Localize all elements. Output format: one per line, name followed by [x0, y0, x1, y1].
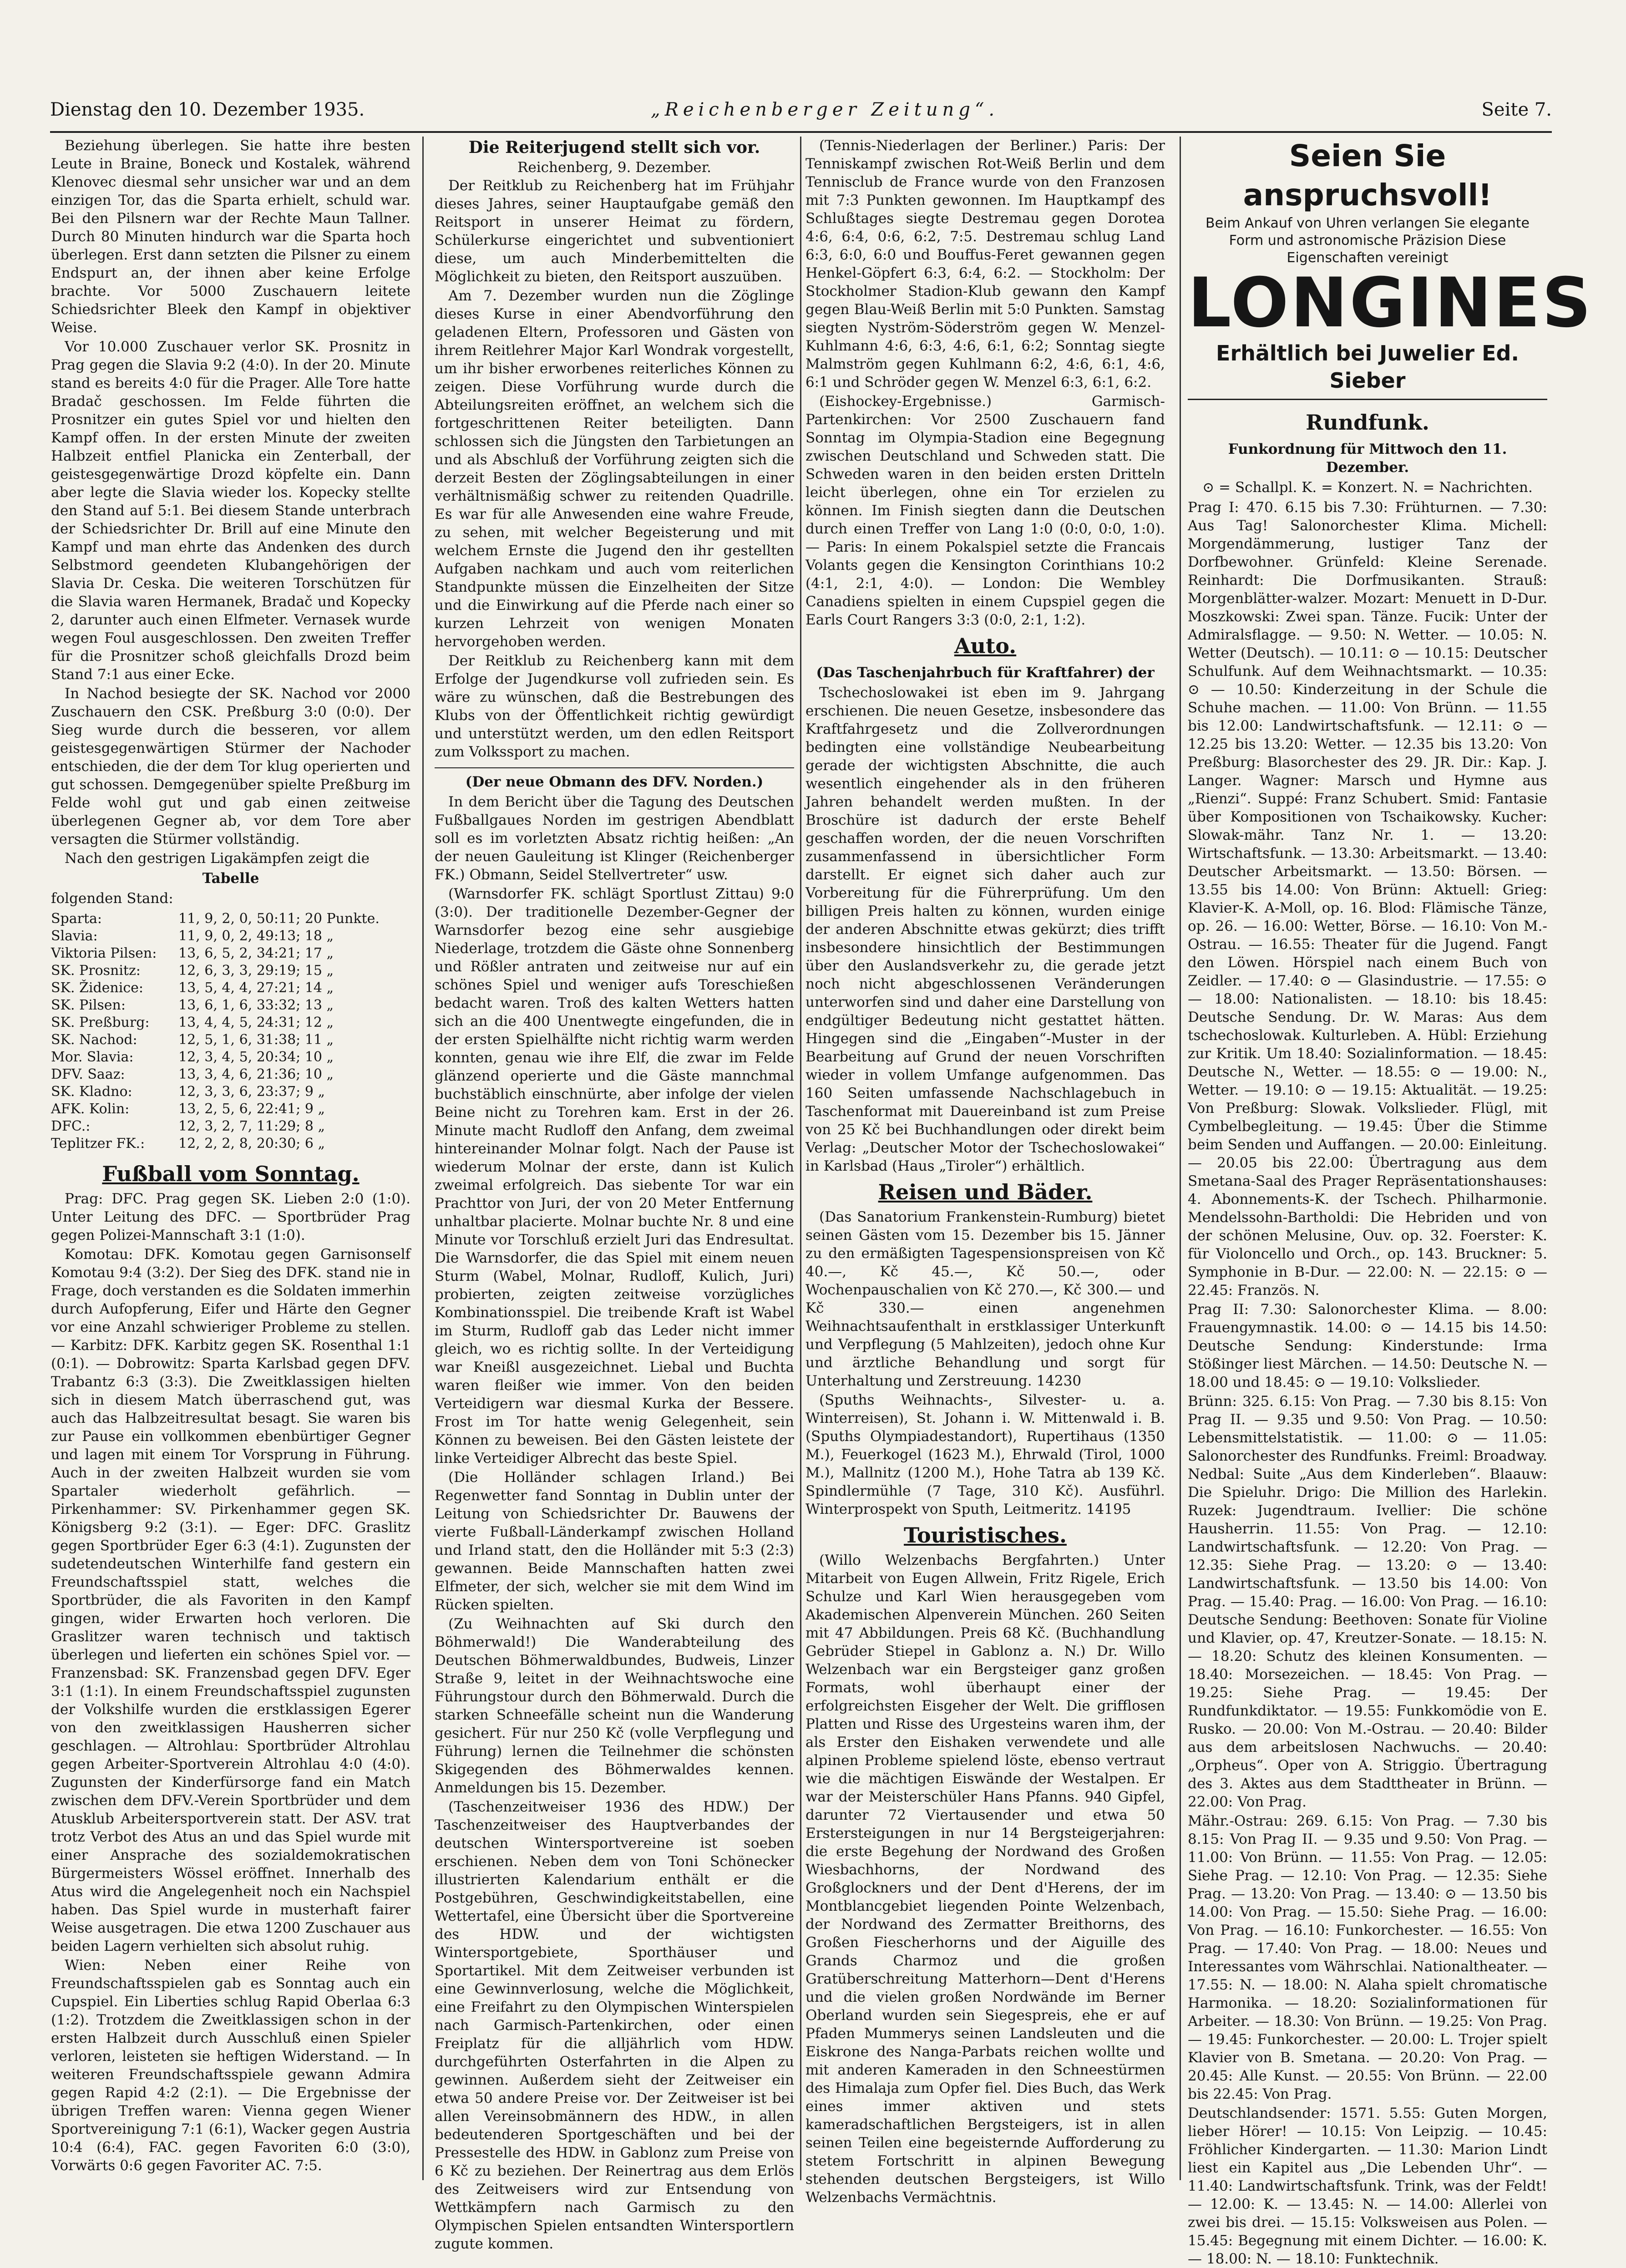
- table-row: SK. Pilsen: 13, 6, 1, 6, 33:32; 13 „: [51, 997, 334, 1013]
- league-table: [51, 910, 410, 1152]
- article-paragraph: (Warnsdorfer FK. schlägt Sportlust Zittau) 9:0 (3:0). Der traditionelle Dezember-Gegner der Warnsdorfer bezog eine sehr ausgiebige Niederlage, trotzdem die Gäste ohne Sonnenberg und Rößler antraten und zeitweise nur auf ein schönes Spiel und weniger aufs Toreschießen bedacht waren. Troß des kalten Wetters hatten sich an die 400 Unentwegte eingefunden, die in der ersten Spielhälfte nicht richtig warm werden konnten, genau wie ihre Elf, die zwar im Felde glänzend operierte und die Gäste mannchmal buchstäblich einschnürte, aber infolge der vielen Beine nicht zu Torehren kam. Erst in der 26. Minute macht Rudloff den Anfang, dem zweimal hintereinander Molnar folgt. Nach der Pause ist wiederum Molnar der erste, dann ist Kulich zweimal erfolgreich. Das siebente Tor war ein Prachttor von Juri, der von 20 Meter Entfernung unhaltbar placierte. Molnar buchte Nr. 8 und eine Minute vor Torschluß erzielt Juri das Endresultat. Die Warnsdorfer, die das Spiel mit einem neuen Sturm (Wabel, Molnar, Rudloff, Kulich, Juri) probierten, zeigten zeitweise vorzügliches Kombinationsspiel. Die treibende Kraft ist Wabel im Sturm, Rudloff gab das Leder nicht immer gleich, wo es richtig sollte. In der Verteidigung war Kneißl ausgezeichnet. Liebal und Buchta waren fleißer wie immer. Von den beiden Verteidigern war diesmal Kurka der Bessere. Frost im Tor hatte wenig Gelegenheit, sein Können zu beweisen. Bei den Gästen leistete der linke Verteidiger Albrecht das beste Spiel.: [435, 886, 794, 1466]
- article-paragraph: Am 7. Dezember wurden nun die Zöglinge dieses Kurse in einer Abendvorführung den geladenen Eltern, Professoren und Gästen von ihrem Reitlehrer Major Karl Wondrak vorgestellt, um ihr bisher erworbenes reiterliches Können zu zeigen. Diese Vorführung wurde durch die Abteilungsreiten eröffnet, an welchem sich die fortgeschrittenen Reiter beteiligten. Dann schlossen sich die Jüngsten den Tarbietungen an und als Abschluß der Vorführung zeigten sich die derzeit Besten der Zöglingsabteilungen in einer verhältnismäßig schwer zu reitenden Quadrille. Es war für alle Anwesenden eine wahre Freude, zu sehen, mit welcher Begeisterung und mit welchem Ernste die Jugend den ihr gestellten Aufgaben nachkam und auch vom reiterlichen Standpunkte müssen die Einzelheiten der Sitze und die Einwirkung auf die Pferde nach einer so kurzen Lehrzeit von wenigen Monaten hervorgehoben werden.: [435, 288, 794, 650]
- article-paragraph: Der Reitklub zu Reichenberg hat im Frühjahr dieses Jahres, seiner Hauptaufgabe gemäß den Reitsport in unserer Heimat zu fördern, Schülerkurse eingerichtet und subventioniert diese, um auch Minderbemittelten die Möglichkeit zu bieten, den Reitsport auszuüben.: [435, 178, 794, 285]
- article-headline: (Der neue Obmann des DFV. Norden.): [435, 767, 794, 791]
- column-3: [805, 137, 1165, 2206]
- table-row: SK. Kladno: 12, 3, 3, 6, 23:37; 9 „: [51, 1084, 325, 1100]
- masthead: [50, 99, 1552, 131]
- column-rule: [800, 137, 801, 2180]
- radio-schedule: [1188, 498, 1547, 2268]
- radio-station-listing: Prag II: 7.30: Salonorchester Klima. — 8.00: Frauengymnastik. 14.00: ⊙ — 14.15 bis 14.50: Deutsche Sendung: Kinderstunde: Irma Stößinger liest Märchen. — 14.50: Deutsche N. — 18.00 und 18.45: ⊙ — 19.10: Volkslieder.: [1188, 1301, 1547, 1390]
- article-paragraph: Beziehung überlegen. Sie hatte ihre besten Leute in Braine, Boneck und Kostalek, während Klenovec diesmal sehr unsicher war und an dem einzigen Tor, das die Sparta erhielt, schuld war. Bei den Pilsnern war der Rechte Maun Tallner. Durch 80 Minuten hindurch war die Sparta hoch überlegen. Erst dann setzten die Pilsner zu einem Endspurt an, der ihnen aber keine Erfolge brachte. Vor 5000 Zuschauern leitete Schiedsrichter Bleek den Kampf in objektiver Weise.: [51, 137, 410, 336]
- article-paragraph: (Taschenzeitweiser 1936 des HDW.) Der Taschenzeitweiser des Hauptverbandes der deutschen Wintersportvereine ist soeben erschienen. Neben dem von Toni Schönecker illustrierten Kalendarium enthält er die Postgebühren, Geschwindigkeitstabellen, eine Wettertafel, eine Übersicht über die Sportvereine des HDW. und der wichtigsten Wintersportgebiete, Sporthäuser und Sportartikel. Mit dem Zeitweiser verbunden ist eine Gewinnverlosung, welche die Möglichkeit, eine Freifahrt zu den Olympischen Winterspielen nach Garmisch-Partenkirchen, oder einen Freiplatz für die alljährlich vom HDW. durchgeführten Osterfahrten in die Alpen zu gewinnen. Außerdem sieht der Zeitweiser ein etwa 50 andere Preise vor. Der Zeitweiser ist bei allen Vereinsobmännern des HDW., in allen bedeutenderen Sportgeschäften und bei der Pressestelle des HDW. in Gablonz zum Preise von 6 Kč zu beziehen. Der Reinertrag aus dem Erlös des Zeitweisers wird zur Entsendung von Wettkämpfern nach Garmisch zu den Olympischen Spielen entsandten Wintersportlern zugute kommen.: [435, 1799, 794, 2252]
- header-rule: [50, 131, 1552, 133]
- article-paragraph: (Die Holländer schlagen Irland.) Bei Regenwetter fand Sonntag in Dublin unter der Leitung von Schiedsrichter Dr. Bauwens der vierte Fußball-Länderkampf zwischen Holland und Irland statt, den die Holländer mit 5:3 (2:3) gewannen. Beide Mannschaften hatten zwei Elfmeter, der sich, welcher sie mit dem Wind im Rücken spielten.: [435, 1469, 794, 1613]
- radio-schedule-title: Funkordnung für Mittwoch den 11. Dezember.: [1228, 441, 1507, 476]
- column-2: [435, 137, 794, 2252]
- table-row: AFK. Kolin: 13, 2, 5, 6, 22:41; 9 „: [51, 1101, 325, 1117]
- article-paragraph: Vor 10.000 Zuschauer verlor SK. Prosnitz in Prag gegen die Slavia 9:2 (4:0). In der 20. Minute stand es bereits 4:0 für die Prager. Alle Tore hatte Bradač geschossen. Im Felde führten die Prosnitzer ein gutes Spiel vor und hielten den Kampf offen. In der ersten Minute der zweiten Halbzeit entfiel Planicka ein Zenterball, der geistesgegenwärtige Drozd köpfelte ein. Dann aber legte die Slavia wieder los. Kopecky stellte den Stand auf 5:1. Bei diesem Stande unterbrach der Schiedsrichter Dr. Brill auf eine Minute den Kampf und man ehrte das Andenken des durch Selbstmord geendeten Klubangehörigen der Slavia Dr. Ceska. Die weiteren Torschützen für die Slavia waren Hermanek, Bradač und Kopecky 2, darunter auch einen Elfmeter. Vernasek wurde wegen Foul ausgeschlossen. Den zweiten Treffer für die Prosnitzer schoß gleichfalls Drozd beim Stand 7:1 aus einer Ecke.: [51, 339, 410, 683]
- article-headline: Die Reiterjugend stellt sich vor.: [468, 138, 760, 157]
- column-1: [51, 137, 410, 2185]
- article-paragraph: Prag: DFC. Prag gegen SK. Lieben 2:0 (1:0). Unter Leitung des DFC. — Sportbrüder Prag gegen Polizei-Mannschaft 3:1 (1:0).: [51, 1191, 410, 1243]
- radio-station-listing: Deutschlandsender: 1571. 5.55: Guten Morgen, lieber Hörer! — 10.15: Von Leipzig. — 10.45: Fröhlicher Kindergarten. — 11.30: Marion Lindt liest ein Kapitel aus „Die Lebenden Uhr“. — 11.40: Landwirtschaftsfunk. Trink, was der Feldt! — 12.00: K. — 13.45: N. — 14.00: Allerlei von zwei bis drei. — 15.15: Volksweisen aus Polen. — 15.45: Begegnung mit einem Dichter. — 16.00: K. — 18.00: N. — 18.10: Funktechnik.: [1188, 2105, 1547, 2267]
- table-row: SK. Prosnitz: 12, 6, 3, 3, 29:19; 15 „: [51, 963, 334, 979]
- article-headline: (Das Taschenjahrbuch für Kraftfahrer) der: [816, 665, 1155, 681]
- article-paragraph: Der Reitklub zu Reichenberg kann mit dem Erfolge der Jugendkurse voll zufrieden sein. Es wäre zu wünschen, daß die Bestrebungen des Klubs von der Öffentlichkeit richtig gewürdigt und unterstützt werden, um den edlen Reitsport zum Volkssport zu machen.: [435, 653, 794, 760]
- section-heading: Fußball vom Sonntag.: [102, 1162, 360, 1186]
- table-intro: folgenden Stand:: [51, 890, 173, 907]
- section-heading: Auto.: [954, 634, 1017, 658]
- article-paragraph: (Eishockey-Ergebnisse.) Garmisch-Partenkirchen: Vor 2500 Zuschauern fand Sonntag im Olympia-Stadion eine Begegnung zwischen Deutschland und Schweden statt. Die Schweden waren in den beiden ersten Dritteln leicht überlegen, ohne ein Tor erzielen zu können. Im Finish siegten dann die Deutschen durch einen Treffer von Lang 1:0 (0:0, 0:0, 1:0). — Paris: In einem Pokalspiel setzte die Francais Volants gegen die Kensington Corinthians 10:2 (4:1, 2:1, 4:0). — London: Die Wembley Canadiens spielten in einem Cupspiel gegen die Earls Court Rangers 3:3 (0:0, 2:1, 1:2).: [805, 393, 1165, 628]
- table-row: SK. Preßburg: 13, 4, 4, 5, 24:31; 12 „: [51, 1015, 334, 1030]
- ad-headline: Seien Sie anspruchsvoll!: [1243, 138, 1492, 213]
- table-row: Slavia: 11, 9, 0, 2, 49:13; 18 „: [51, 928, 334, 944]
- dateline: Reichenberg, 9. Dezember.: [517, 159, 711, 176]
- column-rule: [422, 137, 424, 2180]
- table-row: Viktoria Pilsen: 13, 6, 5, 2, 34:21; 17 „: [51, 945, 334, 961]
- article-paragraph: In dem Bericht über die Tagung des Deutschen Fußballgaues Norden im gestrigen Abendblatt soll es im vorletzten Absatz richtig heißen: „An der neuen Gauleitung ist Klinger (Reichenberger FK.) Obmann, Seidel Stellvertreter“ usw.: [435, 794, 794, 883]
- article-paragraph: (Tennis-Niederlagen der Berliner.) Paris: Der Tenniskampf zwischen Rot-Weiß Berlin und dem Tennisclub de France wurde von den Franzosen mit 7:3 Punkten gewonnen. Im Hauptkampf des Schlußtages siegte Destremau gegen Dorotea 4:6, 6:4, 0:6, 6:2, 7:5. Destremau schlug Land 6:3, 6:0, 6:0 und Bouffus-Feret gewannen gegen Henkel-Göpfert 6:3, 6:4, 6:2. — Stockholm: Der Stockholmer Stadion-Klub gewann den Kampf gegen Blau-Weiß Berlin mit 5:0 Punkten. Samstag siegten Nyström-Söderström gegen W. Menzel-Kuhlmann 4:6, 6:3, 4:6, 6:1, 6:2; Sonntag siegte Malmström gegen Kuhlmann 6:2, 4:6, 6:1, 4:6, 6:1 und Schröder gegen W. Menzel 6:3, 6:1, 6:2.: [805, 137, 1165, 391]
- article-paragraph: (Zu Weihnachten auf Ski durch den Böhmerwald!) Die Wanderabteilung des Deutschen Böhmerwaldbundes, Budweis, Linzer Straße 9, leitet in der Weihnachtswoche eine Führungstour durch den Böhmerwald. Durch die starken Schneefälle scheint nun die Wanderung gesichert. Für nur 250 Kč (volle Verpflegung und Führung) lernen die Teilnehmer die schönsten Skigegenden des Böhmerwaldes kennen. Anmeldungen bis 15. Dezember.: [435, 1616, 794, 1796]
- article-paragraph: Komotau: DFK. Komotau gegen Garnisonself Komotau 9:4 (3:2). Der Sieg des DFK. stand nie in Frage, doch verstanden es die Soldaten immerhin durch Aufopferung, Eifer und Härte den Gegner vor eine Anzahl schwieriger Probleme zu stellen. — Karbitz: DFK. Karbitz gegen SK. Rosenthal 1:1 (0:1). — Dobrowitz: Sparta Karlsbad gegen DFV. Trabantz 6:3 (3:3). Die Zweitklassigen hielten sich in diesem Match überraschend gut, was auch das Halbzeitresultat besagt. Sie waren bis zur Pause ein vollkommen ebenbürtiger Gegner und lagen mit einem Tor Vorsprung in Führung. Auch in der zweiten Halbzeit wurden sie vom Spartaler wiederholt gefährlich. — Pirkenhammer: SV. Pirkenhammer gegen SK. Königsberg 9:2 (3:1). — Eger: DFC. Graslitz gegen Sportbrüder Eger 6:3 (4:1). Zugunsten der sudetendeutschen Winterhilfe fand gestern ein Freundschaftsspiel statt, welches die Sportbrüder, die als Favoriten in den Kampf gingen, wider Erwarten hoch verloren. Die Graslitzer waren technisch und taktisch überlegen und lieferten ein schönes Spiel vor. — Franzensbad: SK. Franzensbad gegen DFV. Eger 3:1 (1:1). In einem Freundschaftsspiel zugunsten der Volkshilfe wurden die erstklassigen Egerer von den zweitklassigen Hausherren sicher geschlagen. — Altrohlau: Sportbrüder Altrohlau gegen Arbeiter-Sportverein Altrohlau 4:0 (4:0). Zugunsten der Kinderfürsorge fand ein Match zwischen dem DFV.-Verein Sportbrüder und dem Atusklub Arbeitersportverein statt. Der ASV. trat trotz Verbot des Atus an und das Spiel wurde mit einer Ansprache des sozialdemokratischen Bürgermeisters Wössel eröffnet. Innerhalb des Atus wird die Angelegenheit noch ein Nachspiel haben. Das Spiel wurde in musterhaft fairer Weise ausgetragen. Die etwa 1200 Zuschauer aus beiden Lagern verhielten sich absolut ruhig.: [51, 1246, 410, 1954]
- newspaper-name: „Reichenberger Zeitung“.: [651, 99, 999, 120]
- longines-advertisement: [1188, 137, 1593, 400]
- table-row: Sparta: 11, 9, 2, 0, 50:11; 20 Punkte.: [51, 911, 380, 927]
- radio-legend: ⊙ = Schallpl. K. = Konzert. N. = Nachrichten.: [1202, 479, 1533, 496]
- column-rule: [1180, 137, 1181, 2180]
- section-heading: Reisen und Bäder.: [878, 1180, 1093, 1204]
- issue-date: Dienstag den 10. Dezember 1935.: [50, 99, 365, 120]
- radio-station-listing: Brünn: 325. 6.15: Von Prag. — 7.30 bis 8.15: Von Prag II. — 9.35 und 9.50: Von Prag. — 10.50: Lebensmittelstatistik. — 11.00: ⊙ — 11.05: Salonorchester des Rundfunks. Freiml: Broadway. Nedbal: Suite „Aus dem Kinderleben“. Blaauw: Die Spieluhr. Drigo: Die Million des Harlekin. Ruzek: Jugendtraum. Ivellier: Die schöne Hausherrin. 11.55: Von Prag. — 12.10: Landwirtschaftsfunk. — 12.20: Von Prag. — 12.35: Siehe Prag. — 13.20: ⊙ — 13.40: Landwirtschaftsfunk. — 13.50 bis 14.00: Von Prag. — 15.40: Prag. — 16.00: Von Prag. — 16.10: Deutsche Sendung: Beethoven: Sonate für Violine und Klavier, op. 47, Kreutzer-Sonate. — 18.15: N. — 18.20: Schutz des kleinen Konsumenten. — 18.40: Morsezeichen. — 18.45: Von Prag. — 19.25: Siehe Prag. — 19.45: Der Rundfunkdiktator. — 19.55: Funkkomödie von E. Rusko. — 20.00: Von M.-Ostrau. — 20.40: Bilder aus dem arbeitslosen Nachwuchs. — 20.40: „Orpheus“. Oper von A. Striggio. Übertragung des 3. Aktes aus dem Stadttheater in Brünn. — 22.00: Von Prag.: [1188, 1393, 1547, 1810]
- table-row: Teplitzer FK.: 12, 2, 2, 8, 20:30; 6 „: [51, 1136, 325, 1152]
- article-paragraph: In Nachod besiegte der SK. Nachod vor 2000 Zuschauern den CSK. Preßburg 3:0 (0:0). Der Sieg wurde durch die besseren, vor allem geistesgegenwärtigen Stürmer der Nachoder entschieden, die der dem Tor klug operierten und gut schossen. Demgegenüber spielte Preßburg im Felde wohl gut und gab einen zeitweise überlegenen Gegner ab, vor dem Tore aber versagten die Stürmer vollständig.: [51, 685, 410, 847]
- table-row: Mor. Slavia: 12, 3, 4, 5, 20:34; 10 „: [51, 1049, 334, 1065]
- article-paragraph: Wien: Neben einer Reihe von Freundschaftsspielen gab es Sonntag auch ein Cupspiel. Ein Liberties schlug Rapid Oberlaa 6:3 (1:2). Trotzdem die Zweitklassigen schon in der ersten Halbzeit durch Ausschluß einen Spieler verloren, leisteten sie heftigen Widerstand. — In weiteren Freundschaftsspiele gewann Admira gegen Rapid 4:2 (2:1). — Die Ergebnisse der übrigen Treffen waren: Vienna gegen Wiener Sportvereinigung 7:1 (6:1), Wacker gegen Austria 10:4 (6:4), FAC. gegen Favoriten 6:0 (3:0), Vorwärts 0:6 gegen Favoriter AC. 7:5.: [51, 1957, 410, 2174]
- table-row: DFC.: 12, 3, 2, 7, 11:29; 8 „: [51, 1118, 325, 1134]
- table-title: Tabelle: [202, 870, 259, 887]
- radio-station-listing: Mähr.-Ostrau: 269. 6.15: Von Prag. — 7.30 bis 8.15: Von Prag II. — 9.35 und 9.50: Von Prag. — 11.00: Von Brünn. — 11.55: Von Prag. — 12.05: Siehe Prag. — 12.10: Von Prag. — 12.35: Siehe Prag. — 13.20: Von Prag. — 13.40: ⊙ — 13.50 bis 14.00: Von Prag. — 15.50: Siehe Prag. — 16.00: Von Prag. — 16.10: Funkorchester. — 16.55: Von Prag. — 17.40: Von Prag. — 18.00: Neues und Interessantes vom Währschlai. Nationaltheater. — 17.55: N. — 18.00: N. Alaha spielt chromatische Harmonika. — 18.20: Sozialinformationen für Arbeiter. — 18.30: Von Brünn. — 19.25: Von Prag. — 19.45: Funkorchester. — 20.00: L. Trojer spielt Klavier von B. Smetana. — 20.20: Von Prag. — 20.45: Alle Kunst. — 20.55: Von Brünn. — 22.00 bis 22.45: Von Prag.: [1188, 1813, 1547, 2102]
- ad-text: Beim Ankauf von Uhren verlangen Sie elegante Form und astronomische Präzision Diese Eigenschaften vereinigt: [1206, 215, 1530, 266]
- radio-station-listing: Prag I: 470. 6.15 bis 7.30: Frühturnen. — 7.30: Aus Tag! Salonorchester Klima. Michell: Morgendämmerung, lustiger Tanz der Dorfbewohner. Grünfeld: Kleine Serenade. Reinhardt: Die Dorfmusikanten. Strauß: Morgenblätter-walzer. Mozart: Menuett in D-Dur. Moszkowski: Zwei span. Tänze. Fucik: Unter der Admiralsflagge. — 9.50: N. Wetter. — 10.05: N. Wetter (Deutsch). — 10.11: ⊙ — 10.15: Deutscher Schulfunk. Auf dem Weihnachtsmarkt. — 10.35: ⊙ — 10.50: Kinderzeitung in der Schule die Schuhe machen. — 11.00: Von Brünn. — 11.55 bis 12.00: Landwirtschaftsfunk. — 12.11: ⊙ — 12.25 bis 13.20: Wetter. — 12.35 bis 13.20: Von Preßburg: Blasorchester des 29. JR. Dir.: Kap. J. Langer. Wagner: Marsch und Hymne aus „Rienzi“. Suppé: Franz Schubert. Smid: Fantasie über Kompositionen von Tschaikowsky. Kucher: Slowak-mähr. Tanz Nr. 1. — 13.20: Wirtschaftsfunk. — 13.30: Arbeitsmarkt. — 13.40: Deutscher Arbeitsmarkt. — 13.50: Börsen. — 13.55 bis 14.00: Von Brünn: Aktuell: Grieg: Klavier-K. A-Moll, op. 16. Blod: Flämische Tänze, op. 26. — 16.00: Wetter, Börse. — 16.10: Von M.-Ostrau. — 16.55: Theater für die Jugend. Fangt den Löwen. Hörspiel nach einem Buch von Zeidler. — 17.40: ⊙ — Glasindustrie. — 17.55: ⊙ — 18.00: Nationalisten. — 18.10: bis 18.45: Deutsche Sendung. Dr. W. Maras: Aus dem tschechoslowak. Kulturleben. A. Hübl: Erziehung zur Kritik. Um 18.40: Sozialinformation. — 18.45: Deutsche N., Wetter. — 18.55: ⊙ — 19.00: N., Wetter. — 19.10: ⊙ — 19.15: Aktualität. — 19.25: Von Preßburg: Slowak. Volkslieder. Flügl, mit Cymbelbegleitung. — 19.45: Über die Stimme beim Senden und Auffangen. — 20.00: Einleitung. — 20.05 bis 22.00: Übertragung aus dem Smetana-Saal des Prager Repräsentationshauses: 4. Abonnements-K. der Tschech. Philharmonie. Mendelssohn-Bartholdi: Die Hebriden und von der schönen Melusine, Ouv. op. 32. Foerster: K. für Violoncello und Orch., op. 143. Bruckner: 5. Symphonie in B-Dur. — 22.00: N. — 22.15: ⊙ — 22.45: Französ. N.: [1188, 499, 1547, 1299]
- article-paragraph: Tschechoslowakei ist eben im 9. Jahrgang erschienen. Die neuen Gesetze, insbesondere das Kraftfahrgesetz und die Zollverordnungen bedingten eine vollständige Neubearbeitung gerade der wichtigsten Abschnitte, die auch wesentlich eingehender als in den früheren Jahren behandelt werden mußten. In der Broschüre ist dadurch der erste Behelf geschaffen worden, der die neuen Vorschriften zusammenfassend in übersichtlicher Form darstellt. Er eignet sich daher auch zur Vorbereitung für die Führerprüfung. Um den billigen Preis halten zu können, wurden einige der anderen Abschnitte etwas gekürzt; dies trifft insbesondere hinsichtlich der Bestimmungen über den Auslandsverkehr zu, die gerade jetzt noch nicht abgeschlossenen Veränderungen unterworfen sind und daher eine Darstellung von endgültiger Bedeutung nicht gestattet hätten. Hingegen sind die „Eingaben“-Muster in der Bearbeitung auf Grund der neuen Vorschriften wieder in vollem Umfange aufgenommen. Das 160 Seiten umfassende Nachschlagebuch in Taschenformat mit Dauereinband ist zum Preise von 25 Kč bei Buchhandlungen oder direkt beim Verlag: „Deutscher Motor der Tschechoslowakei“ in Karlsbad (Haus „Tiroler“) erhältlich.: [805, 685, 1165, 1174]
- article-paragraph: (Spuths Weihnachts-, Silvester- u. a. Winterreisen), St. Johann i. W. Mittenwald i. B. (Spuths Olympiadestandort), Rupertihaus (1350 M.), Feuerkogel (1623 M.), Ehrwald (Tirol, 1000 M.), Mallnitz (1200 M.), Hohe Tatra ab 139 Kč. Spindlermühle (7 Tage, 310 Kč). Ausführl. Winterprospekt von Sputh, Leitmeritz. 14195: [805, 1392, 1165, 1517]
- section-heading: Rundfunk.: [1306, 410, 1429, 435]
- section-heading: Touristisches.: [904, 1523, 1067, 1548]
- column-4: [1188, 137, 1593, 2267]
- ad-footer: Erhältlich bei Juwelier Ed. Sieber: [1216, 341, 1519, 393]
- ad-brand-logo: LONGINES: [1188, 264, 1593, 343]
- table-row: SK. Nachod: 12, 5, 1, 6, 31:38; 11 „: [51, 1032, 334, 1048]
- table-row: SK. Židenice: 13, 5, 4, 4, 27:21; 14 „: [51, 980, 334, 996]
- page-number: Seite 7.: [1481, 99, 1552, 120]
- article-paragraph: (Das Sanatorium Frankenstein-Rumburg) bietet seinen Gästen vom 15. Dezember bis 15. Jänner zu den ermäßigten Tagespensionspreisen von Kč 40.—, Kč 45.—, Kč 50.—, oder Wochenpauschalien von Kč 270.—, Kč 300.— und Kč 330.— einen angenehmen Weihnachtsaufenthalt in erstklassiger Unterkunft und Verpflegung (5 Mahlzeiten), jedoch ohne Kur und ärztliche Behandlung und sorgt für Unterhaltung und Zerstreuung. 14230: [805, 1209, 1165, 1389]
- article-paragraph: Nach den gestrigen Ligakämpfen zeigt die: [65, 850, 370, 867]
- table-row: DFV. Saaz: 13, 3, 4, 6, 21:36; 10 „: [51, 1066, 334, 1082]
- article-paragraph: (Willo Welzenbachs Bergfahrten.) Unter Mitarbeit von Eugen Allwein, Fritz Rigele, Erich Schulze und Karl Wien herausgegeben vom Akademischen Alpenverein München. 260 Seiten mit 47 Abbildungen. Preis 68 Kč. (Buchhandlung Gebrüder Stiepel in Gablonz a. N.) Dr. Willo Welzenbach war ein Bergsteiger ganz großen Formats, wohl überhaupt einer der erfolgreichsten Eisgeher der Welt. Die grifflosen Platten und Risse des Urgesteins waren ihm, der als Erster den Eishaken verwendete und alle alpinen Probleme spielend löste, ebenso vertraut wie die mächtigen Eiswände der Westalpen. Er war der Meisterschüler Hans Pfanns. 940 Gipfel, darunter 72 Viertausender und etwa 50 Erstersteigungen in nur 14 Bergsteigerjahren: die erste Begehung der Nordwand des Großen Wiesbachhorns, der Nordwand des Großglockners und der Dent d'Herens, der im Montblancgebiet liegenden Pointe Welzenbach, der Nordwand des Zermatter Breithorns, des Großen Fiescherhorns und der Aiguille des Grands Charmoz und die großen Gratüberschreitung Matterhorn—Dent d'Herens und die vielen großen Nordwände im Berner Oberland wurden sein Siegespreis, ehe er auf Pfaden Mummerys seinen Landsleuten und die Eiskrone des Nanga-Parbats reichen wollte und mit anderen Kameraden in den Schneestürmen des Himalaja zum Opfer fiel. Dies Buch, das Werk eines immer aktiven und stets kameradschaftlichen Bergsteigers, ist in allen seinen Teilen eine begeisternde Aufforderung zu stetem Fortschritt in alpinen Bewegung stehenden deutschen Bergsteigers, ist Willo Welzenbachs Vermächtnis.: [805, 1552, 1165, 2206]
